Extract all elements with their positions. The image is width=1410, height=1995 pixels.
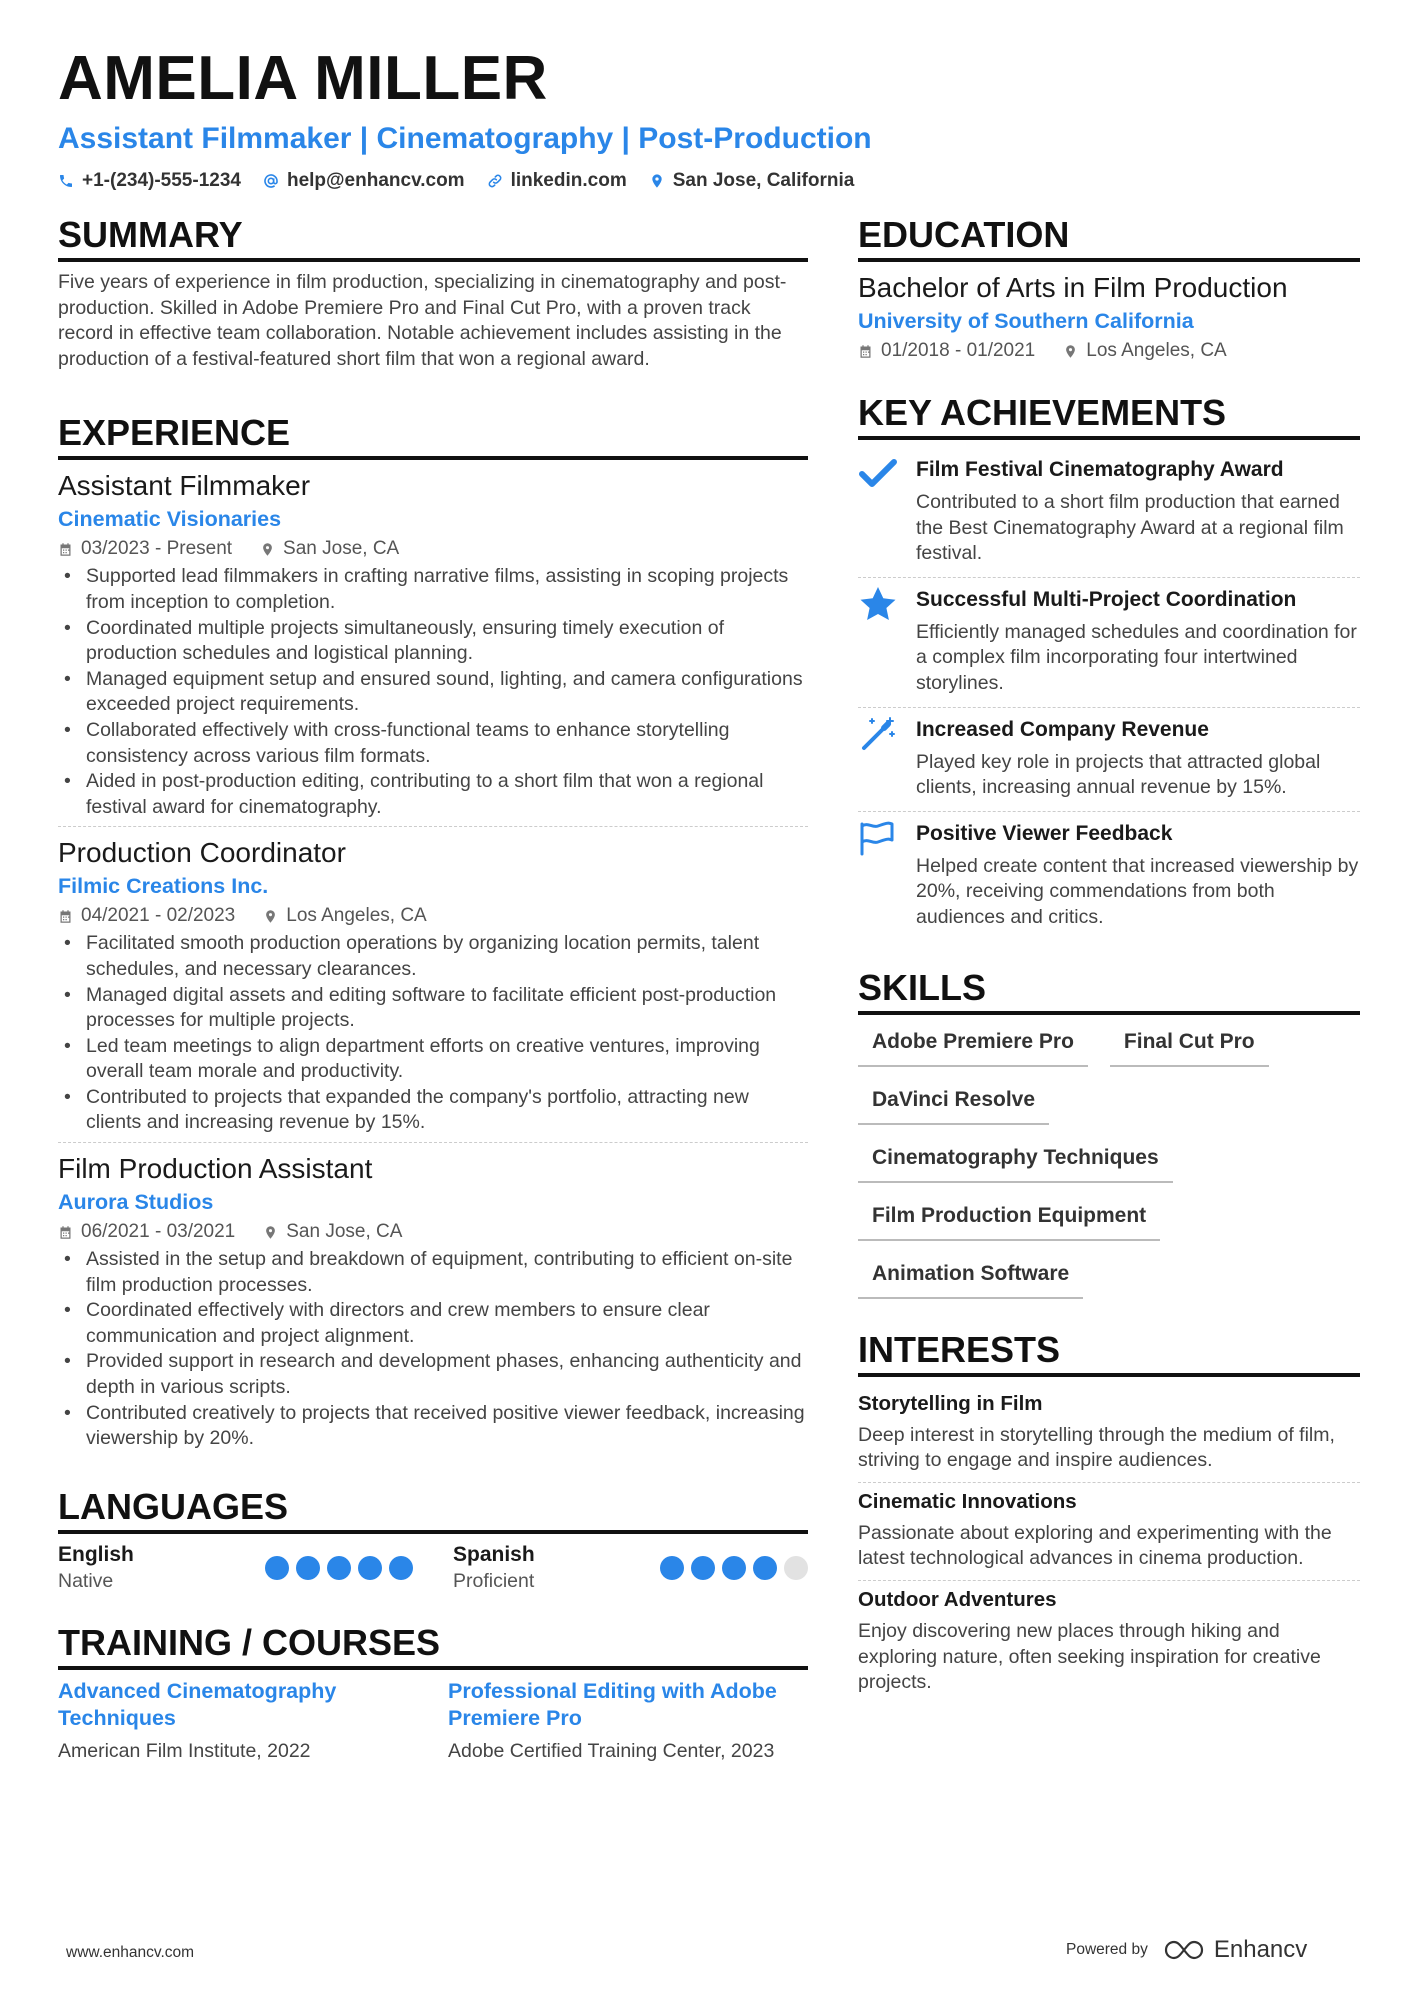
course-list xyxy=(58,1678,808,1764)
education-dates xyxy=(858,336,1035,366)
left-column xyxy=(58,214,808,1764)
achievements-section xyxy=(858,392,1360,941)
skill-tag: DaVinci Resolve xyxy=(858,1081,1049,1125)
contact-phone[interactable] xyxy=(58,170,241,192)
interest-item xyxy=(858,1482,1360,1580)
language-rating xyxy=(660,1556,808,1580)
job-list xyxy=(58,468,808,1457)
job-location-text: San Jose, CA xyxy=(286,1221,403,1243)
job-entry xyxy=(58,826,808,1142)
contact-email[interactable] xyxy=(263,170,465,192)
interest-item xyxy=(858,1385,1360,1482)
at-icon xyxy=(263,173,279,189)
job-bullets xyxy=(58,1247,808,1452)
interests-heading: INTERESTS xyxy=(858,1329,1360,1377)
achievement-title: Increased Company Revenue xyxy=(916,717,1209,741)
skill-tag: Final Cut Pro xyxy=(1110,1023,1269,1067)
rating-dot xyxy=(296,1556,320,1580)
achievement-item xyxy=(858,448,1360,577)
experience-section xyxy=(58,412,808,1457)
achievement-desc: Efficiently managed schedules and coordination for a complex film incorporating four intertwined storylines. xyxy=(916,620,1357,694)
education-dates-text: 01/2018 - 01/2021 xyxy=(881,340,1036,361)
candidate-name: AMELIA MILLER xyxy=(58,44,548,113)
course-title: Professional Editing with Adobe Premiere Pro xyxy=(448,1678,777,1730)
achievement-item xyxy=(858,577,1360,707)
enhancv-logo-icon xyxy=(1162,1938,1206,1962)
skill-list xyxy=(858,1023,1360,1299)
job-bullet: • Managed digital assets and editing software to facilitate efficient post-production processes for multiple projects. xyxy=(58,983,808,1034)
rating-dot xyxy=(722,1556,746,1580)
languages-heading: LANGUAGES xyxy=(58,1486,808,1534)
job-bullets xyxy=(58,564,808,820)
powered-by-label: Powered by xyxy=(1066,1941,1148,1958)
achievement-title: Film Festival Cinematography Award xyxy=(916,458,1284,481)
achievement-title: Successful Multi-Project Coordination xyxy=(916,587,1297,611)
rating-dot xyxy=(389,1556,413,1580)
language-name: Spanish xyxy=(453,1542,535,1566)
summary-text: Five years of experience in film production, specializing in cinematography and post-production. Skilled in Adobe Premiere Pro and Final Cut Pro, with a proven track record in effective team collaboration. Notable achievement includes assisting in the production of a festival-featured short film that won a regional award. xyxy=(58,271,787,370)
job-title: Film Production Assistant xyxy=(58,1153,373,1185)
skills-section xyxy=(858,967,1360,1299)
magic-wand-icon xyxy=(858,716,898,752)
flag-icon xyxy=(858,820,898,856)
job-location xyxy=(263,1217,402,1247)
course-item xyxy=(58,1678,418,1764)
job-dates-text: 03/2023 - Present xyxy=(81,538,233,560)
location-pin-icon xyxy=(649,173,665,189)
job-dates xyxy=(58,901,235,931)
job-location-text: San Jose, CA xyxy=(283,538,400,560)
interest-list xyxy=(858,1385,1360,1704)
skill-tag: Cinematography Techniques xyxy=(858,1139,1173,1183)
job-bullet: • Provided support in research and development phases, enhancing authenticity and depth in various scripts. xyxy=(58,1349,808,1400)
course-org: Adobe Certified Training Center, 2023 xyxy=(448,1739,775,1762)
job-bullet: • Aided in post-production editing, contributing to a short film that won a regional festival award for cinematography. xyxy=(58,769,808,820)
job-bullet: • Contributed to projects that expanded the company's portfolio, attracting new clients and increasing revenue by 15%. xyxy=(58,1085,808,1136)
email-text: help@enhancv.com xyxy=(286,170,465,191)
right-column xyxy=(858,214,1360,1704)
education-heading: EDUCATION xyxy=(858,214,1360,262)
achievement-desc: Contributed to a short film production that earned the Best Cinematography Award at a regional film festival. xyxy=(916,491,1344,565)
language-list xyxy=(58,1542,808,1594)
job-dates-text: 06/2021 - 03/2021 xyxy=(81,1221,236,1243)
achievement-list xyxy=(858,448,1360,941)
candidate-title: Assistant Filmmaker | Cinematography | Post-Production xyxy=(58,122,872,155)
job-company: Cinematic Visionaries xyxy=(58,507,282,532)
rating-dot xyxy=(265,1556,289,1580)
languages-section xyxy=(58,1486,808,1594)
achievement-item xyxy=(858,811,1360,941)
achievement-title: Positive Viewer Feedback xyxy=(916,821,1173,845)
link-icon xyxy=(487,173,503,189)
location-pin-icon xyxy=(1063,344,1078,359)
course-title: Advanced Cinematography Techniques xyxy=(58,1678,337,1730)
job-bullet: • Supported lead filmmakers in crafting narrative films, assisting in scoping projects from inception to completion. xyxy=(58,564,808,615)
rating-dot xyxy=(358,1556,382,1580)
education-school: University of Southern California xyxy=(858,309,1194,333)
location-pin-icon xyxy=(260,542,275,557)
interest-title: Cinematic Innovations xyxy=(858,1489,1077,1513)
calendar-icon xyxy=(58,1225,73,1240)
calendar-icon xyxy=(58,909,73,924)
job-company: Filmic Creations Inc. xyxy=(58,874,269,899)
job-dates-text: 04/2021 - 02/2023 xyxy=(81,905,236,927)
contact-linkedin[interactable] xyxy=(487,170,627,192)
language-info xyxy=(58,1542,134,1594)
job-company: Aurora Studios xyxy=(58,1190,214,1215)
experience-heading: EXPERIENCE xyxy=(58,412,808,460)
job-title: Production Coordinator xyxy=(58,837,346,869)
language-info xyxy=(453,1542,535,1594)
language-level: Proficient xyxy=(453,1569,535,1592)
achievements-heading: KEY ACHIEVEMENTS xyxy=(858,392,1360,440)
education-section xyxy=(858,214,1360,366)
job-location xyxy=(260,534,399,564)
contact-bar xyxy=(58,170,1358,192)
job-bullet: • Coordinated effectively with directors and crew members to ensure clear communication and project alignment. xyxy=(58,1298,808,1349)
interest-desc: Passionate about exploring and experimenting with the latest technological advances in cinema production. xyxy=(858,1521,1332,1570)
phone-text: +1-(234)-555-1234 xyxy=(82,170,241,191)
job-meta xyxy=(58,534,808,564)
calendar-icon xyxy=(58,542,73,557)
linkedin-text: linkedin.com xyxy=(510,170,627,191)
location-pin-icon xyxy=(263,1225,278,1240)
checkmark-icon xyxy=(858,456,898,492)
location-text: San Jose, California xyxy=(672,170,855,191)
language-item xyxy=(453,1542,808,1594)
education-location xyxy=(1063,336,1226,366)
rating-dot xyxy=(753,1556,777,1580)
star-icon xyxy=(858,586,898,622)
job-bullet: • Coordinated multiple projects simultaneously, ensuring timely execution of production schedules and logistical planning. xyxy=(58,616,808,667)
job-entry xyxy=(58,1142,808,1458)
job-bullet: • Managed equipment setup and ensured sound, lighting, and camera configurations exceeded project requirements. xyxy=(58,667,808,718)
brand-logo[interactable] xyxy=(1162,1936,1307,1964)
interest-title: Outdoor Adventures xyxy=(858,1587,1057,1611)
language-name: English xyxy=(58,1542,134,1566)
job-bullet: • Led team meetings to align department efforts on creative ventures, improving overall team morale and productivity. xyxy=(58,1034,808,1085)
education-meta xyxy=(858,336,1360,366)
calendar-icon xyxy=(858,344,873,359)
footer-website[interactable]: www.enhancv.com xyxy=(66,1944,195,1961)
job-meta xyxy=(58,901,808,931)
phone-icon xyxy=(58,173,74,189)
location-pin-icon xyxy=(263,909,278,924)
skill-tag: Animation Software xyxy=(858,1255,1083,1299)
course-item xyxy=(448,1678,808,1764)
job-dates xyxy=(58,1217,235,1247)
job-dates xyxy=(58,534,232,564)
language-rating xyxy=(265,1556,413,1580)
training-heading: TRAINING / COURSES xyxy=(58,1622,808,1670)
skill-tag: Adobe Premiere Pro xyxy=(858,1023,1088,1067)
summary-heading: SUMMARY xyxy=(58,214,808,262)
job-bullet: • Assisted in the setup and breakdown of equipment, contributing to efficient on-site film production processes. xyxy=(58,1247,808,1298)
achievement-desc: Helped create content that increased viewership by 20%, receiving commendations from both audiences and critics. xyxy=(916,854,1359,928)
skill-tag: Film Production Equipment xyxy=(858,1197,1160,1241)
job-title: Assistant Filmmaker xyxy=(58,470,311,502)
achievement-desc: Played key role in projects that attracted global clients, increasing annual revenue by 15%. xyxy=(916,750,1321,799)
skills-heading: SKILLS xyxy=(858,967,1360,1015)
achievement-item xyxy=(858,707,1360,811)
education-degree: Bachelor of Arts in Film Production xyxy=(858,272,1288,303)
job-bullet: • Facilitated smooth production operations by organizing location permits, talent schedules, and necessary clearances. xyxy=(58,931,808,982)
job-bullet: • Collaborated effectively with cross-functional teams to enhance storytelling consistency across various film formats. xyxy=(58,718,808,769)
rating-dot xyxy=(327,1556,351,1580)
rating-dot xyxy=(660,1556,684,1580)
education-location-text: Los Angeles, CA xyxy=(1086,340,1227,361)
job-entry xyxy=(58,468,808,826)
interest-item xyxy=(858,1580,1360,1704)
language-item xyxy=(58,1542,413,1594)
brand-name: Enhancv xyxy=(1213,1936,1308,1963)
job-bullet: • Contributed creatively to projects that received positive viewer feedback, increasing viewership by 20%. xyxy=(58,1401,808,1452)
job-location xyxy=(263,901,426,931)
job-bullets xyxy=(58,931,808,1136)
job-meta xyxy=(58,1217,808,1247)
interest-desc: Enjoy discovering new places through hiking and exploring nature, often seeking inspiration for creative projects. xyxy=(858,1619,1321,1694)
job-location-text: Los Angeles, CA xyxy=(286,905,427,927)
rating-dot xyxy=(784,1556,808,1580)
interest-desc: Deep interest in storytelling through the medium of film, striving to engage and inspire audiences. xyxy=(858,1423,1335,1472)
contact-location xyxy=(649,170,855,192)
rating-dot xyxy=(691,1556,715,1580)
resume-header xyxy=(58,44,1358,192)
summary-section xyxy=(58,214,808,372)
course-org: American Film Institute, 2022 xyxy=(58,1739,311,1762)
training-section xyxy=(58,1622,808,1764)
interest-title: Storytelling in Film xyxy=(858,1391,1043,1415)
interests-section xyxy=(858,1329,1360,1704)
language-level: Native xyxy=(58,1569,114,1592)
footer-branding xyxy=(1066,1936,1307,1964)
